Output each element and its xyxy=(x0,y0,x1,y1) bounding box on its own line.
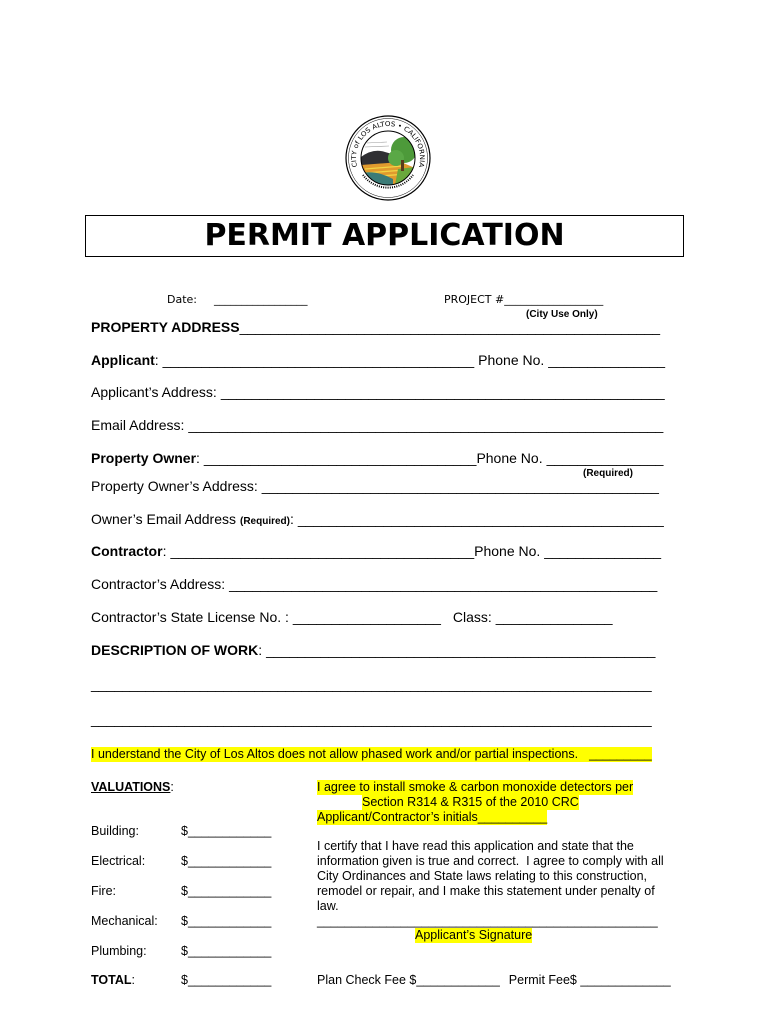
contractor-address-label: Contractor’s Address: xyxy=(91,576,226,592)
property-owner-label: Property Owner xyxy=(91,450,197,466)
applicant-label: Applicant xyxy=(91,352,155,368)
owner-email-row xyxy=(91,511,664,530)
phased-work-notice-text: I understand the City of Los Altos does not allow phased work and/or partial inspections. xyxy=(91,747,579,761)
property-owner-blank: ___________________________________ xyxy=(203,450,477,466)
owner-email-required-note: (Required) xyxy=(239,516,290,527)
owner-email-label: Owner’s Email Address xyxy=(91,511,236,527)
valuation-total-amount-blank: $____________ xyxy=(181,973,272,987)
contractor-colon: : xyxy=(162,543,167,559)
certification-text: I certify that I have read this application and state that the xyxy=(317,839,634,853)
valuations-heading-row xyxy=(91,780,174,795)
city-use-only-note: (City Use Only) xyxy=(526,309,598,320)
description-label: DESCRIPTION OF WORK xyxy=(91,642,259,658)
contractor-address-row xyxy=(91,576,657,592)
email-address-blank: _____________________________________________________________ xyxy=(188,417,664,433)
license-class-label: Class: xyxy=(452,609,492,625)
certification-line xyxy=(317,884,655,899)
seal-ring-text-path: CITY of LOS ALTOS • CALIFORNIA xyxy=(349,120,427,169)
valuation-row xyxy=(91,824,271,839)
description-extra-line xyxy=(91,676,652,692)
applicant-phone-blank: _______________ xyxy=(548,352,666,368)
signature-label: Applicant’s Signature xyxy=(415,928,533,942)
date-label: Date: xyxy=(167,293,197,306)
owner-address-blank: ___________________________________________________ xyxy=(261,478,659,494)
certification-line xyxy=(317,854,664,869)
valuation-row xyxy=(91,944,271,959)
property-address-row xyxy=(91,319,660,335)
description-row xyxy=(91,642,655,658)
valuation-row xyxy=(91,854,271,869)
description-extra-line xyxy=(91,711,652,727)
email-address-label: Email Address: xyxy=(91,417,185,433)
valuation-label: Electrical: xyxy=(91,854,146,868)
contractor-phone-label: Phone No. xyxy=(474,543,541,559)
valuation-label: Mechanical: xyxy=(91,914,158,928)
phased-work-notice xyxy=(91,747,652,762)
valuation-amount-blank: $____________ xyxy=(181,914,272,928)
applicant-address-blank: _________________________________________________________ xyxy=(220,384,665,400)
certification-line xyxy=(317,839,634,854)
detectors-code-text: Section R314 & R315 of the 2010 CRC xyxy=(362,795,579,809)
contractor-row xyxy=(91,543,661,559)
license-blank: ___________________ xyxy=(292,609,441,625)
detectors-text: I agree to install smoke & carbon monoxide detectors per xyxy=(317,780,634,794)
applicant-colon: : xyxy=(154,352,159,368)
detectors-line xyxy=(317,810,547,825)
detectors-line xyxy=(317,780,633,795)
property-owner-colon: : xyxy=(196,450,200,466)
license-row xyxy=(91,609,613,625)
applicant-address-row xyxy=(91,384,665,400)
license-label: Contractor’s State License No. : xyxy=(91,609,289,625)
description-blank-line: ________________________________________________________________________ xyxy=(91,711,652,727)
contractor-blank: _______________________________________ xyxy=(170,543,475,559)
owner-email-colon: : xyxy=(289,511,294,527)
valuation-total-label-group xyxy=(91,973,181,988)
applicant-address-label: Applicant’s Address: xyxy=(91,384,217,400)
certification-line xyxy=(317,899,339,914)
valuation-total-row xyxy=(91,973,271,988)
certification-text: law. xyxy=(317,899,339,913)
date-blank-field xyxy=(214,293,308,306)
applicant-row xyxy=(91,352,665,368)
project-number-blank: __________________ xyxy=(504,293,604,306)
property-address-label: PROPERTY ADDRESS xyxy=(91,319,240,335)
project-number-label: PROJECT # xyxy=(444,293,505,306)
applicant-blank: ________________________________________ xyxy=(162,352,475,368)
valuation-row xyxy=(91,914,271,929)
owner-email-blank: _______________________________________________ xyxy=(297,511,664,527)
valuation-label: Building: xyxy=(91,824,139,838)
date-field xyxy=(167,293,197,306)
signature-label-row xyxy=(415,928,532,943)
detectors-initials-text: Applicant/Contractor’s initials__________ xyxy=(317,810,548,824)
valuation-amount-blank: $____________ xyxy=(181,944,272,958)
phased-work-initials-blank: _________ xyxy=(589,747,652,761)
permit-fee: Permit Fee$ _____________ xyxy=(508,973,671,987)
valuation-label: Plumbing: xyxy=(91,944,147,958)
signature-blank: _________________________________________________ xyxy=(317,914,658,928)
contractor-address-blank: _______________________________________________________ xyxy=(229,576,658,592)
signature-line-row xyxy=(317,914,658,929)
valuation-row xyxy=(91,884,271,899)
certification-line xyxy=(317,869,647,884)
license-class-blank: _______________ xyxy=(495,609,613,625)
date-blank: _________________ xyxy=(214,293,308,306)
owner-address-label: Property Owner’s Address: xyxy=(91,478,258,494)
description-blank-line: ________________________________________________________________________ xyxy=(91,676,652,692)
property-owner-row xyxy=(91,450,663,466)
page-title: PERMIT APPLICATION xyxy=(204,218,565,253)
phased-work-notice-row xyxy=(91,747,652,762)
description-blank: __________________________________________________ xyxy=(266,642,656,658)
valuation-label: Fire: xyxy=(91,884,116,898)
valuation-amount-blank: $____________ xyxy=(181,854,272,868)
property-address-blank: ______________________________________________________ xyxy=(239,319,661,335)
certification-text: information given is true and correct. I agree to comply with all xyxy=(317,854,664,868)
city-seal-logo xyxy=(343,113,433,203)
email-address-row xyxy=(91,417,663,433)
valuation-total-colon: : xyxy=(131,973,135,987)
valuation-amount-blank: $____________ xyxy=(181,884,272,898)
project-number-field xyxy=(444,293,603,306)
description-colon: : xyxy=(258,642,263,658)
valuations-colon: : xyxy=(170,780,174,794)
contractor-label: Contractor xyxy=(91,543,163,559)
valuation-amount-blank: $____________ xyxy=(181,824,272,838)
detectors-line xyxy=(362,795,579,810)
fees-row xyxy=(317,973,671,988)
owner-address-row xyxy=(91,478,659,494)
valuation-total-label: TOTAL xyxy=(91,973,132,987)
certification-text: City Ordinances and State laws relating to this construction, xyxy=(317,869,648,883)
applicant-phone-label: Phone No. xyxy=(478,352,545,368)
plan-check-fee: Plan Check Fee $____________ xyxy=(317,973,500,987)
contractor-phone-blank: _______________ xyxy=(544,543,662,559)
property-owner-phone-required-note: (Required) xyxy=(583,468,633,479)
title-box xyxy=(85,215,684,257)
property-owner-phone-label: Phone No. xyxy=(476,450,543,466)
certification-text: remodel or repair, and I make this statement under penalty of xyxy=(317,884,655,898)
valuations-heading: VALUATIONS xyxy=(91,780,171,794)
property-owner-phone-blank: _______________ xyxy=(546,450,664,466)
